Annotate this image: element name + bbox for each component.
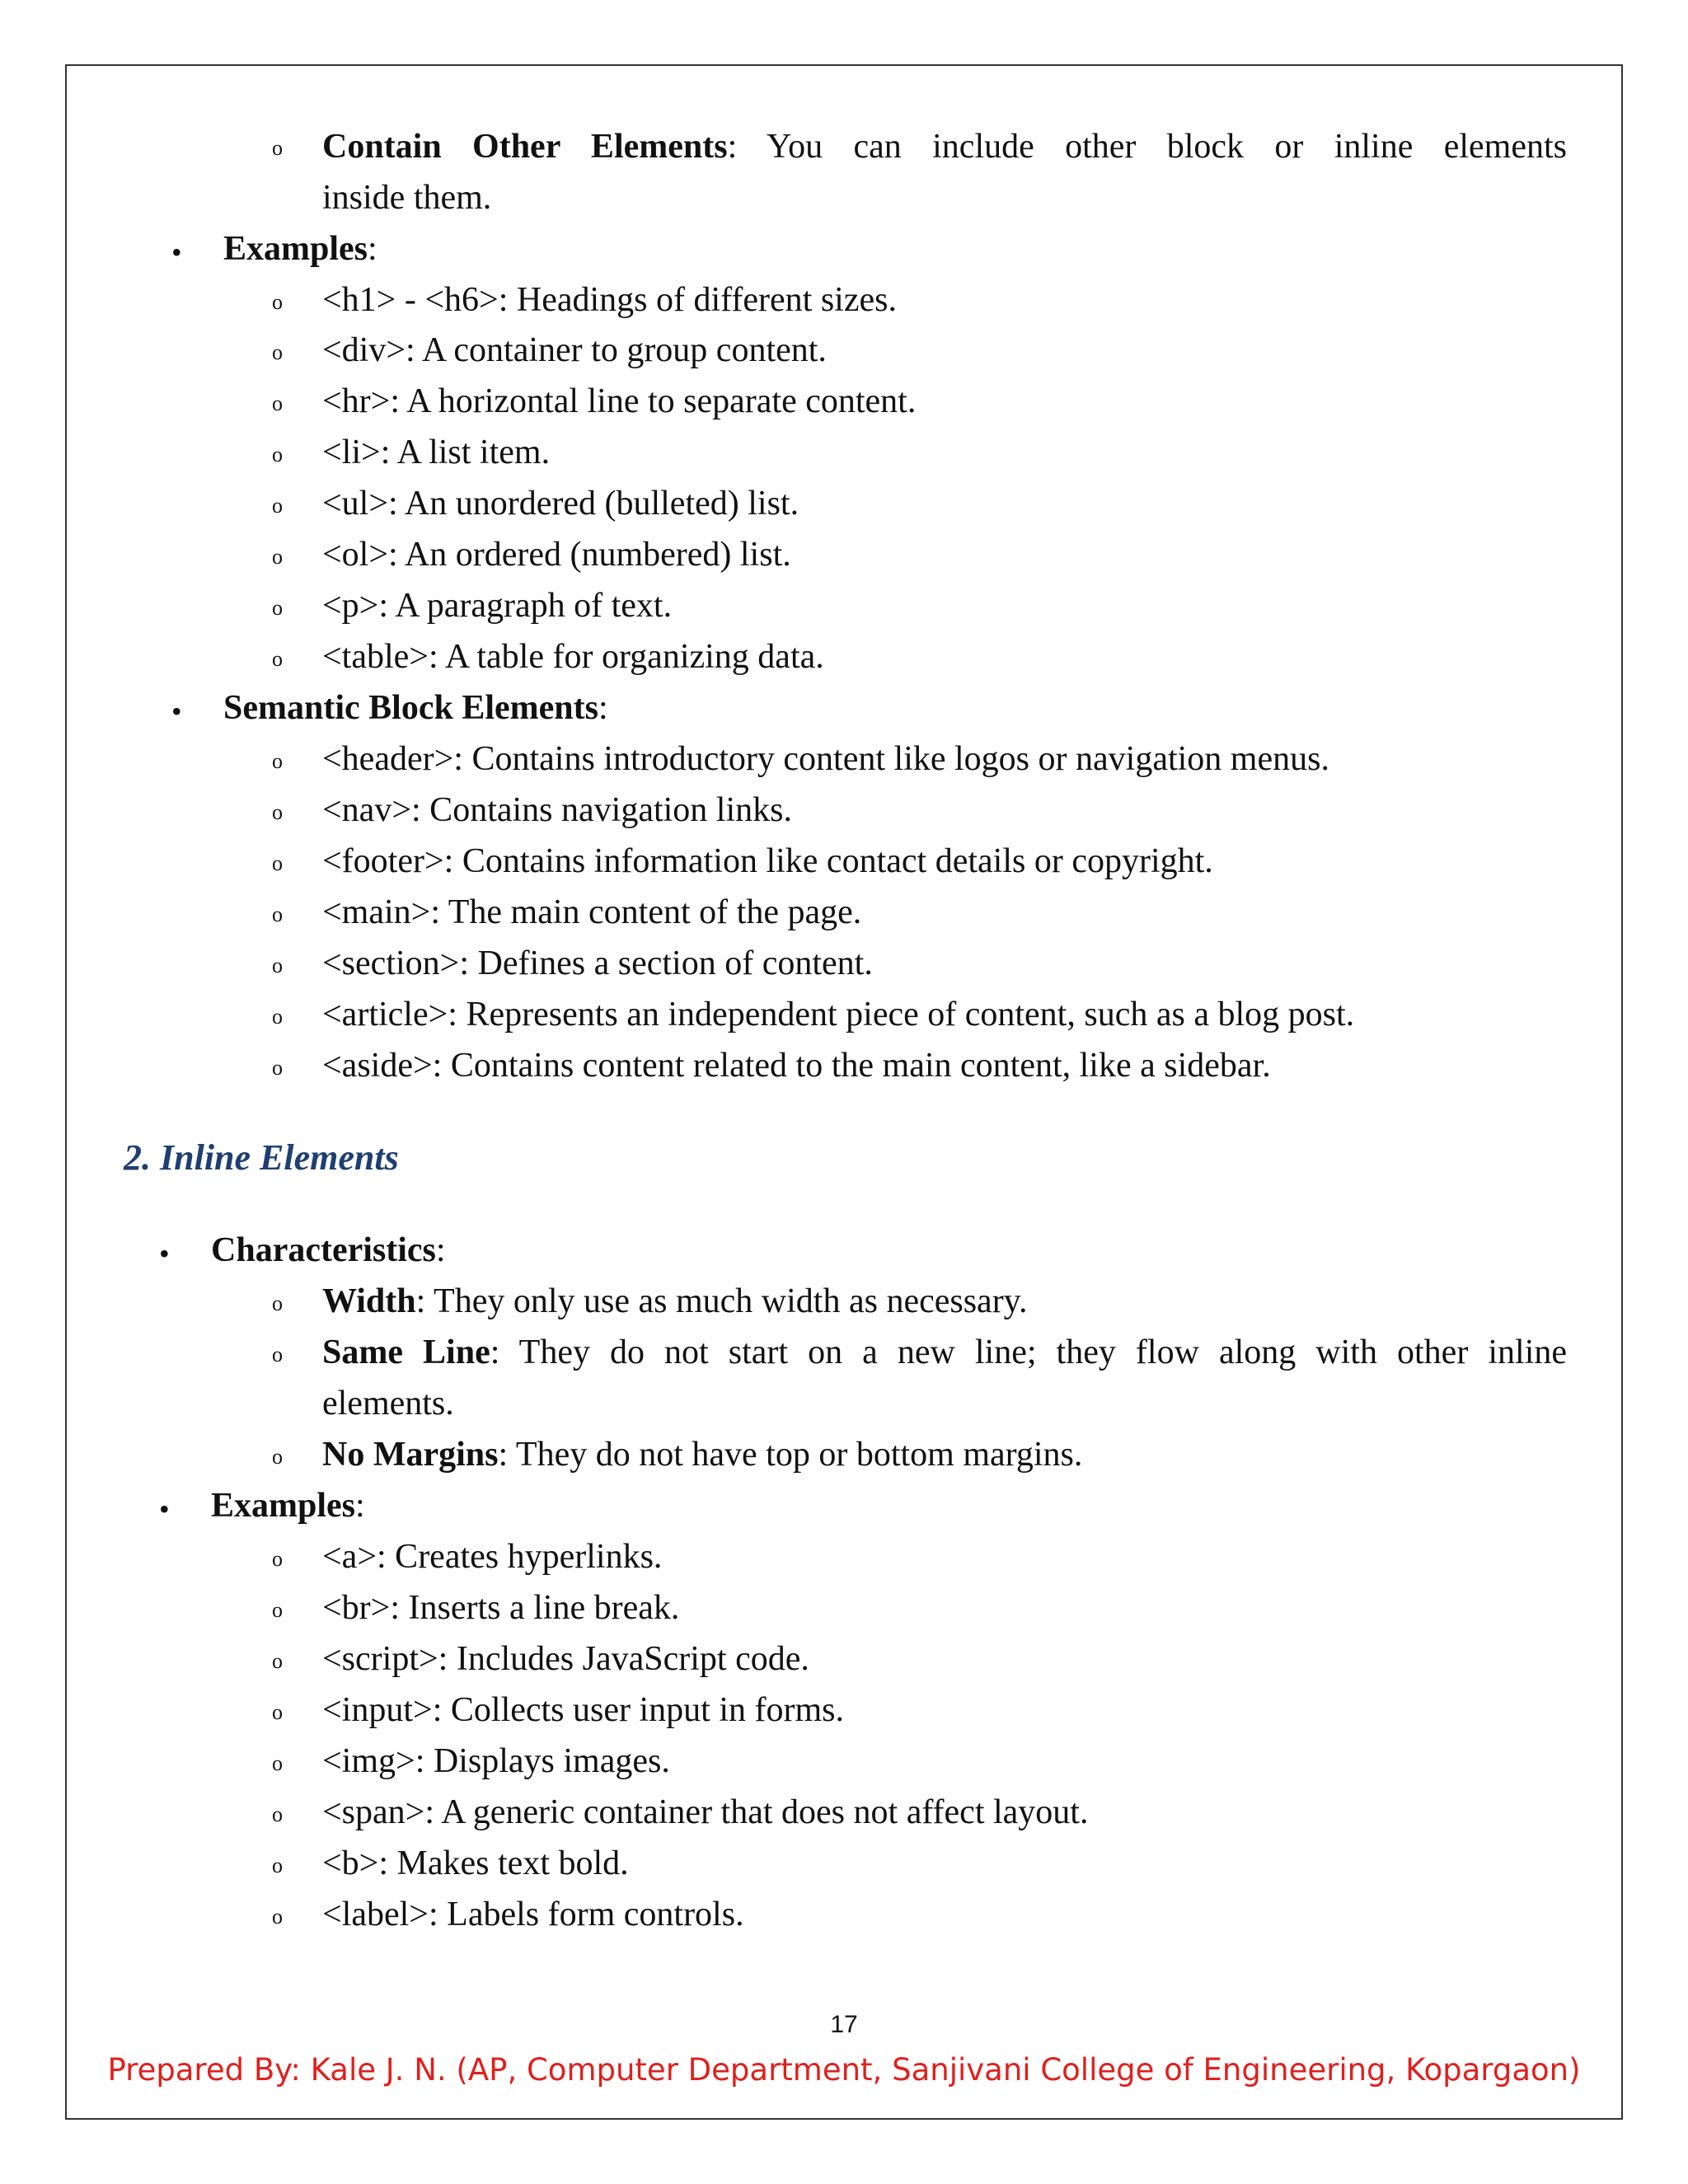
sub-bullet: o <box>272 340 283 364</box>
label-text: Semantic Block Elements <box>223 689 598 727</box>
sub-bullet: o <box>272 391 283 415</box>
list-item-contain-other <box>322 122 1567 171</box>
list-item: <label>: Labels form controls. <box>322 1896 744 1933</box>
sub-bullet: o <box>272 1905 283 1929</box>
label-text: Characteristics <box>211 1231 436 1269</box>
footer-credit: Prepared By: Kale J. N. (AP, Computer Department, Sanjivani College of Engineering, Kopargaon) <box>107 2052 1581 2088</box>
list-item: <ol>: An ordered (numbered) list. <box>322 536 791 574</box>
sub-bullet: o <box>272 1343 283 1366</box>
list-item-no-margins <box>322 1430 1082 1479</box>
section-label-examples <box>211 1481 365 1530</box>
sub-bullet: o <box>272 1291 283 1315</box>
list-item-continuation: inside them. <box>322 179 492 217</box>
sub-bullet: o <box>272 1649 283 1673</box>
sub-bullet: o <box>272 851 283 875</box>
item-text: : They do not start on a new line; they flow along with other inline <box>490 1333 1568 1371</box>
list-item: <input>: Collects user input in forms. <box>322 1691 844 1729</box>
sub-bullet: o <box>272 1700 283 1724</box>
bullet: • <box>159 1237 170 1270</box>
bullet: • <box>171 695 182 728</box>
sub-bullet: o <box>272 1854 283 1877</box>
page-number: 17 <box>830 2011 858 2038</box>
list-item: <hr>: A horizontal line to separate content. <box>322 382 917 420</box>
sub-bullet: o <box>272 443 283 466</box>
label-text: Examples <box>223 230 368 268</box>
sub-bullet: o <box>272 1056 283 1080</box>
sub-bullet: o <box>272 1598 283 1622</box>
list-item: <a>: Creates hyperlinks. <box>322 1538 663 1576</box>
label-text: Examples <box>211 1487 356 1525</box>
list-item: <header>: Contains introductory content like logos or navigation menus. <box>322 740 1329 778</box>
bold-term: Contain Other Elements <box>322 128 728 166</box>
sub-bullet: o <box>272 800 283 824</box>
list-item: <b>: Makes text bold. <box>322 1844 629 1882</box>
list-item: <script>: Includes JavaScript code. <box>322 1640 809 1678</box>
sub-bullet: o <box>272 902 283 926</box>
sub-bullet: o <box>272 1547 283 1571</box>
list-item: <p>: A paragraph of text. <box>322 587 673 625</box>
list-item-same-line <box>322 1328 1567 1377</box>
sub-bullet: o <box>272 596 283 620</box>
list-item: <footer>: Contains information like contact details or copyright. <box>322 842 1213 880</box>
bullet: • <box>171 236 182 269</box>
sub-bullet: o <box>272 545 283 569</box>
bold-term: No Margins <box>322 1436 499 1474</box>
section-label-examples <box>223 224 377 274</box>
list-item: <section>: Defines a section of content. <box>322 944 873 982</box>
sub-bullet: o <box>272 1445 283 1469</box>
list-item: <main>: The main content of the page. <box>322 893 862 931</box>
section-label-characteristics <box>211 1226 446 1275</box>
colon: : <box>598 689 608 727</box>
sub-bullet: o <box>272 1005 283 1029</box>
sub-bullet: o <box>272 647 283 671</box>
sub-bullet: o <box>272 954 283 977</box>
list-item: <br>: Inserts a line break. <box>322 1589 680 1627</box>
list-item: <span>: A generic container that does not affect layout. <box>322 1793 1089 1831</box>
bullet: • <box>159 1493 170 1526</box>
list-item-width <box>322 1277 1027 1326</box>
sub-bullet: o <box>272 1751 283 1775</box>
section-label-semantic <box>223 683 608 733</box>
sub-bullet: o <box>272 749 283 773</box>
list-item: <li>: A list item. <box>322 434 551 471</box>
list-item: <nav>: Contains navigation links. <box>322 791 792 829</box>
list-item: <img>: Displays images. <box>322 1742 670 1780</box>
colon: : <box>355 1487 365 1525</box>
item-text: : You can include other block or inline elements <box>727 128 1567 166</box>
item-text: : They do not have top or bottom margins. <box>498 1436 1083 1474</box>
list-item: <table>: A table for organizing data. <box>322 638 824 676</box>
sub-bullet: o <box>272 494 283 518</box>
sub-bullet: o <box>272 1802 283 1826</box>
sub-bullet: o <box>272 290 283 314</box>
list-item: <h1> - <h6>: Headings of different sizes. <box>322 281 897 319</box>
item-text: : They only use as much width as necessary. <box>415 1282 1028 1320</box>
sub-bullet: o <box>272 136 283 160</box>
list-item-continuation: elements. <box>322 1385 454 1422</box>
list-item: <div>: A container to group content. <box>322 331 827 369</box>
colon: : <box>368 230 377 268</box>
list-item: <ul>: An unordered (bulleted) list. <box>322 485 799 523</box>
list-item: <aside>: Contains content related to the main content, like a sidebar. <box>322 1047 1271 1085</box>
colon: : <box>435 1231 446 1269</box>
bold-term: Same Line <box>322 1333 490 1371</box>
section-heading-inline: 2. Inline Elements <box>124 1137 399 1178</box>
bold-term: Width <box>322 1282 416 1320</box>
list-item: <article>: Represents an independent piece of content, such as a blog post. <box>322 996 1355 1033</box>
